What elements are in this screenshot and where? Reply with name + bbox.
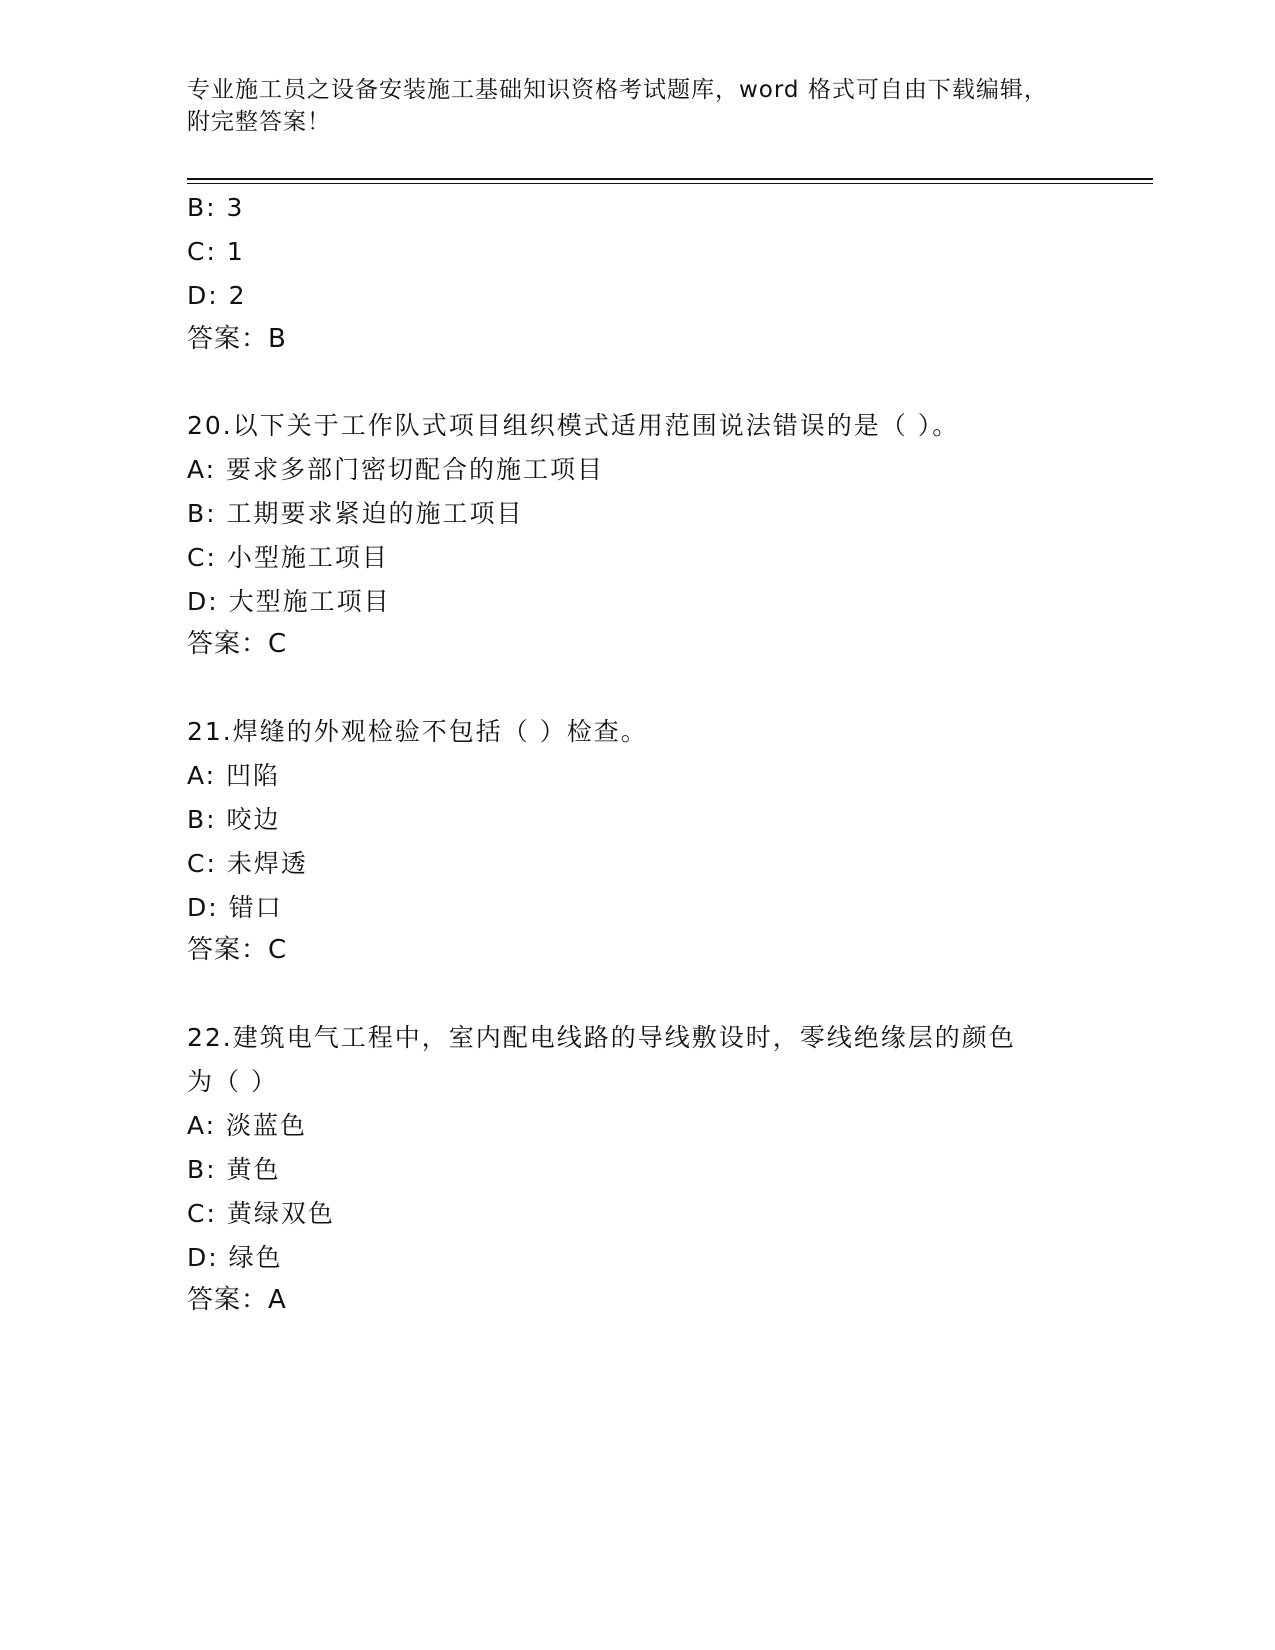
prev-option-b: B: 3 — [187, 193, 245, 222]
q22-option-a: A: 淡蓝色 — [187, 1111, 308, 1140]
q22-question-line-2: 为（ ） — [187, 1067, 278, 1096]
q21-option-d: D: 错口 — [187, 893, 283, 922]
q21-option-b: B: 咬边 — [187, 805, 281, 834]
q20-option-d: D: 大型施工项目 — [187, 587, 391, 616]
prev-answer: 答案：B — [187, 324, 287, 354]
q21-answer: 答案：C — [187, 935, 288, 965]
q22-option-c: C: 黄绿双色 — [187, 1199, 335, 1228]
q22-option-b: B: 黄色 — [187, 1155, 281, 1184]
q21-option-c: C: 未焊透 — [187, 849, 308, 878]
prev-option-c: C: 1 — [187, 237, 245, 266]
q20-answer: 答案：C — [187, 629, 288, 659]
q20-option-b: B: 工期要求紧迫的施工项目 — [187, 499, 524, 528]
q21-question: 21.焊缝的外观检验不包括（ ）检查。 — [187, 717, 648, 746]
q22-question-line-1: 22.建筑电气工程中，室内配电线路的导线敷设时，零线绝缘层的颜色 — [187, 1023, 1016, 1052]
q20-option-c: C: 小型施工项目 — [187, 543, 389, 572]
header-rule-thick — [187, 178, 1153, 180]
header-line-1: 专业施工员之设备安装施工基础知识资格考试题库，word 格式可自由下载编辑， — [187, 77, 1048, 103]
q22-option-d: D: 绿色 — [187, 1243, 283, 1272]
header-line-2: 附完整答案！ — [187, 109, 331, 135]
header-rule-thin — [187, 183, 1153, 184]
q20-option-a: A: 要求多部门密切配合的施工项目 — [187, 455, 605, 484]
q21-option-a: A: 凹陷 — [187, 761, 281, 790]
q20-question: 20.以下关于工作队式项目组织模式适用范围说法错误的是（ ）。 — [187, 411, 960, 440]
prev-option-d: D: 2 — [187, 281, 247, 310]
q22-answer: 答案：A — [187, 1285, 287, 1315]
page-header — [187, 74, 1087, 138]
